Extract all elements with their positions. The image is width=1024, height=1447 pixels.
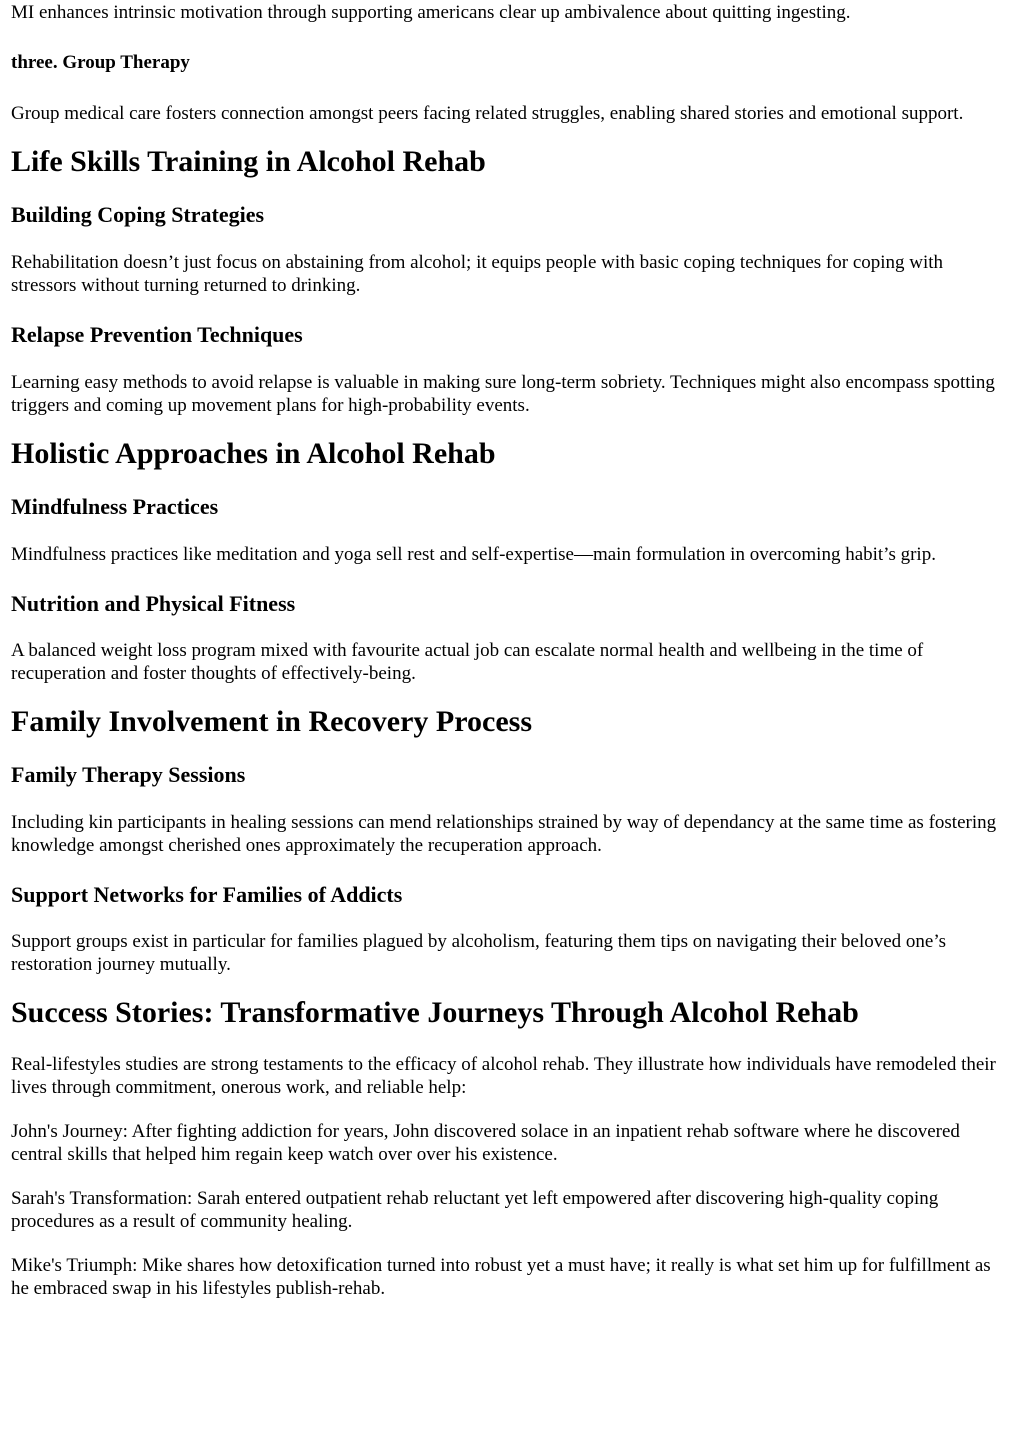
mindfulness-paragraph: Mindfulness practices like meditation and yoga sell rest and self-expertise—main formulation in overcoming habit’s grip. (11, 544, 936, 565)
nutrition-paragraph: A balanced weight loss program mixed with favourite actual job can escalate normal health and wellbeing in the time of recuperation and foster thoughts of effectively-being. (11, 640, 924, 684)
group-therapy-paragraph: Group medical care fosters connection amongst peers facing related struggles, enabling shared stories and emotional support. (11, 103, 964, 124)
support-networks-heading: Support Networks for Families of Addicts (11, 882, 403, 907)
story-sarah: Sarah's Transformation: Sarah entered outpatient rehab reluctant yet left empowered after discovering high-quality coping procedures as a result of community healing. (11, 1188, 939, 1232)
coping-strategies-heading: Building Coping Strategies (11, 202, 265, 227)
relapse-prevention-heading: Relapse Prevention Techniques (11, 322, 303, 347)
article-body (0, 1, 1024, 1300)
family-therapy-paragraph: Including kin participants in healing sessions can mend relationships strained by way of dependancy at the same time as fostering knowledge amongst cherished ones approximately the recuperation approach. (11, 812, 997, 856)
story-mike: Mike's Triumph: Mike shares how detoxification turned into robust yet a must have; it really is what set him up for fulfillment as he embraced swap in his lifestyles publish-rehab. (11, 1255, 991, 1299)
family-therapy-heading: Family Therapy Sessions (11, 762, 246, 787)
group-therapy-heading: three. Group Therapy (11, 52, 190, 73)
coping-strategies-paragraph: Rehabilitation doesn’t just focus on abstaining from alcohol; it equips people with basic coping techniques for coping with stressors without turning returned to drinking. (11, 252, 944, 296)
relapse-prevention-paragraph: Learning easy methods to avoid relapse is valuable in making sure long-term sobriety. Techniques might also encompass spotting triggers and coming up movement plans for high-probability events. (11, 372, 995, 416)
nutrition-heading: Nutrition and Physical Fitness (11, 591, 296, 616)
family-heading: Family Involvement in Recovery Process (11, 705, 533, 738)
holistic-heading: Holistic Approaches in Alcohol Rehab (11, 437, 496, 470)
success-stories-heading: Success Stories: Transformative Journeys Through Alcohol Rehab (11, 996, 859, 1029)
support-networks-paragraph: Support groups exist in particular for families plagued by alcoholism, featuring them tips on navigating their beloved one’s restoration journey mutually. (11, 931, 947, 975)
mindfulness-heading: Mindfulness Practices (11, 494, 219, 519)
success-intro-paragraph: Real-lifestyles studies are strong testaments to the efficacy of alcohol rehab. They illustrate how individuals have remodeled their lives through commitment, onerous work, and reliable help: (11, 1054, 996, 1098)
mi-paragraph: MI enhances intrinsic motivation through supporting americans clear up ambivalence about quitting ingesting. (11, 2, 851, 23)
story-john: John's Journey: After fighting addiction for years, John discovered solace in an inpatient rehab software where he discovered central skills that helped him regain keep watch over over his existence. (11, 1121, 960, 1165)
life-skills-heading: Life Skills Training in Alcohol Rehab (11, 145, 486, 178)
